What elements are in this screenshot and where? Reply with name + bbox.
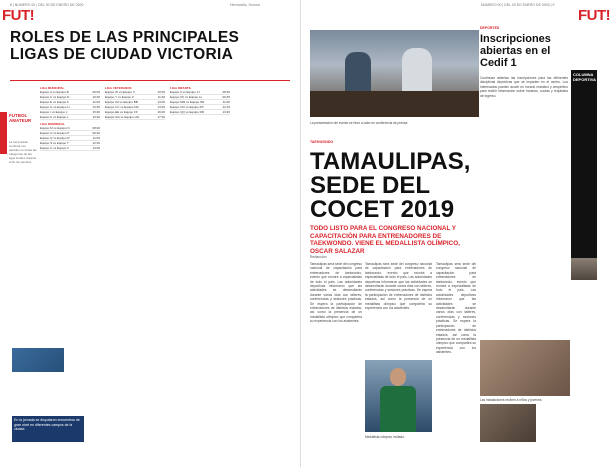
- schedule-row: [40, 115, 100, 120]
- match-teams: Equipo I vs Equipo J: [40, 110, 68, 114]
- sidebar-body: Continúan abiertas las inscripciones para las diferentes disciplinas deportivas que se imparten en el centro. Los interesados pueden acudir en horario matutino y vespertino para recibir información sobre horarios, cuotas y requisitos de ingreso.: [480, 76, 568, 98]
- match-time: 10:30: [92, 95, 100, 99]
- match-teams: Equipo O vs Equipo P: [40, 131, 70, 135]
- match-time: 13:00: [157, 100, 165, 104]
- match-time: 11:30: [157, 95, 165, 99]
- match-time: 10:00: [157, 90, 165, 94]
- match-teams: Equipo G vs Equipo H: [40, 105, 70, 109]
- sidebar-photo-caption: Las instalaciones reciben a niños y jóvenes.: [480, 398, 543, 402]
- match-time: 14:00: [92, 146, 100, 150]
- match-teams: Equipo U vs Equipo V: [40, 146, 70, 150]
- match-time: 11:00: [222, 100, 230, 104]
- match-teams: Equipo QQ vs Equipo RR: [170, 110, 205, 114]
- schedule-column-2: [105, 84, 165, 120]
- schedule-rows: [40, 126, 100, 151]
- story-kicker: TAEKWONDO: [310, 140, 334, 144]
- match-time: 13:30: [222, 110, 230, 114]
- sidebar-kicker: DEPORTES: [480, 26, 500, 30]
- left-page: [0, 0, 300, 467]
- story-subheadline: TODO LISTO PARA EL CONGRESO NACIONAL Y CAPACITACIÓN PARA ENTRENADORES DE TAEKWONDO. VIENE EL MEDALLISTA OLÍMPICO, OSCAR SALAZAR: [310, 225, 460, 255]
- match-teams: Equipo A vs Equipo B: [40, 90, 69, 94]
- match-teams: Equipo MM vs Equipo NN: [170, 100, 205, 104]
- sidebar-photo: [480, 340, 570, 396]
- story-headline: TAMAULIPAS, SEDE DEL COCET 2019: [310, 148, 471, 223]
- match-teams: Equipo II vs Equipo JJ: [170, 90, 200, 94]
- left-folio: 8 | NUMERO 00 | DEL 00 DE ENERO DE 0000: [10, 3, 84, 7]
- story-body: Tamaulipas será sede del congreso nacional de capacitación para entrenadores de taekwondo, evento que reunirá a especialistas de todo el país. Las autoridades deportivas informaron que las actividades se desarrollarán durante varios días con talleres, conferencias y sesiones prácticas. Se espera la participación de entrenadores de distintos estados, así como la presencia de un medallista olímpico que compartirá su experiencia con los asistentes.: [365, 262, 432, 311]
- right-folio: NUMERO 00 | DEL 00 DE ENERO DE 0000 | 9: [481, 3, 555, 7]
- match-time: 15:00: [92, 110, 100, 114]
- sidebar-title: Inscripciones abiertas en el Cedif 1: [480, 33, 551, 69]
- match-time: 16:00: [157, 110, 165, 114]
- match-time: 11:00: [92, 136, 100, 140]
- match-time: 12:30: [92, 141, 100, 145]
- match-teams: Equipo C vs Equipo D: [40, 95, 70, 99]
- match-teams: Equipo W vs Equipo X: [105, 90, 135, 94]
- athlete-head: [390, 368, 406, 386]
- schedule-header: LIGA MUNICIPAL: [40, 86, 65, 90]
- team-photo: [12, 348, 64, 372]
- match-teams: Equipo E vs Equipo F: [40, 100, 69, 104]
- match-time: 08:30: [222, 90, 230, 94]
- match-teams: Equipo OO vs Equipo PP: [170, 105, 204, 109]
- schedule-column-3: [170, 84, 230, 115]
- schedule-header: LIGA DOMINICAL: [40, 122, 65, 126]
- person-figure: [345, 52, 371, 92]
- photo-caption: La presentación del evento se llevó a cabo en conferencia de prensa.: [310, 121, 409, 125]
- athlete-figure: [380, 386, 416, 432]
- schedule-header: LIGA INFANTIL: [170, 86, 192, 90]
- schedule-rows: [105, 90, 165, 120]
- match-teams: Equipo EE vs Equipo FF: [105, 110, 138, 114]
- match-time: 12:00: [92, 100, 100, 104]
- schedule-rows: [40, 90, 100, 120]
- match-teams: Equipo CC vs Equipo DD: [105, 105, 139, 109]
- story-body: Tamaulipas será sede del congreso nacional de capacitación para entrenadores de taekwondo, evento que reunirá a especialistas de todo el país. Las autoridades deportivas informaron que las actividades se desarrollarán durante varios días con talleres, conferencias y sesiones prácticas. Se espera la participación de entrenadores de distintos estados, así como la presencia de un medallista olímpico que compartirá su experiencia con los asistentes.: [310, 262, 362, 324]
- press-conference-photo: [310, 30, 479, 117]
- left-folio-city: Hermosillo, Sonora: [230, 3, 260, 7]
- photo-caption-box: En la jornada se disputaron encuentros de gran nivel en diferentes campos de la ciudad.: [12, 416, 84, 442]
- schedule-rows: [170, 90, 230, 115]
- columnist-photo: [571, 258, 597, 280]
- match-time: 09:30: [92, 131, 100, 135]
- conference-table: [310, 91, 479, 117]
- schedule-header: LIGA VETERANOS: [105, 86, 132, 90]
- match-time: 14:30: [157, 105, 165, 109]
- schedule-row: [105, 115, 165, 120]
- page-headline: ROLES DE LAS PRINCIPALES LIGAS DE CIUDAD VICTORIA: [10, 29, 240, 63]
- section-logo: FUT!: [2, 7, 35, 24]
- match-time: 16:30: [92, 115, 100, 119]
- schedule-row: [40, 146, 100, 151]
- schedule-column-1: [40, 84, 100, 151]
- side-accent-bar: [0, 112, 7, 154]
- match-teams: Equipo KK vs Equipo LL: [170, 95, 203, 99]
- match-time: 13:30: [92, 105, 100, 109]
- side-kicker: FUTBOL AMATEUR: [9, 113, 32, 123]
- story-byline: Redacción: [310, 255, 327, 259]
- match-time: 12:15: [222, 105, 230, 109]
- match-teams: Equipo K vs Equipo L: [40, 115, 69, 119]
- schedule-row: [170, 110, 230, 115]
- column-strip: [571, 70, 597, 258]
- match-time: 17:30: [157, 115, 165, 119]
- side-text: La temporada continúa con partidos en todas las categorías de las ligas locales durante el fin de semana.: [9, 140, 37, 164]
- match-teams: Equipo S vs Equipo T: [40, 141, 69, 145]
- match-teams: Equipo AA vs Equipo BB: [105, 100, 138, 104]
- match-teams: Equipo GG vs Equipo HH: [105, 115, 140, 119]
- section-logo: FUT!: [578, 7, 610, 24]
- sidebar-photo-small: [480, 404, 536, 442]
- athlete-caption: Medallista olímpico invitado.: [365, 435, 405, 439]
- match-time: 08:00: [92, 126, 100, 130]
- match-time: 09:45: [222, 95, 230, 99]
- column-strip-title: COLUMNA DEPORTIVA: [573, 72, 597, 82]
- athlete-photo: [365, 360, 432, 432]
- match-teams: Equipo M vs Equipo N: [40, 126, 70, 130]
- story-body: Tamaulipas será sede del congreso nacional de capacitación para entrenadores de taekwondo, evento que reunirá a especialistas de todo el país. Las autoridades deportivas informaron que las actividades se desarrollarán durante varios días con talleres, conferencias y sesiones prácticas. Se espera la participación de entrenadores de distintos estados, así como la presencia de un medallista olímpico que compartirá su experiencia con los asistentes.: [436, 262, 476, 355]
- match-teams: Equipo Y vs Equipo Z: [105, 95, 134, 99]
- headline-rule: [10, 80, 290, 81]
- match-teams: Equipo Q vs Equipo R: [40, 136, 70, 140]
- person-figure: [402, 48, 432, 92]
- match-time: 09:00: [92, 90, 100, 94]
